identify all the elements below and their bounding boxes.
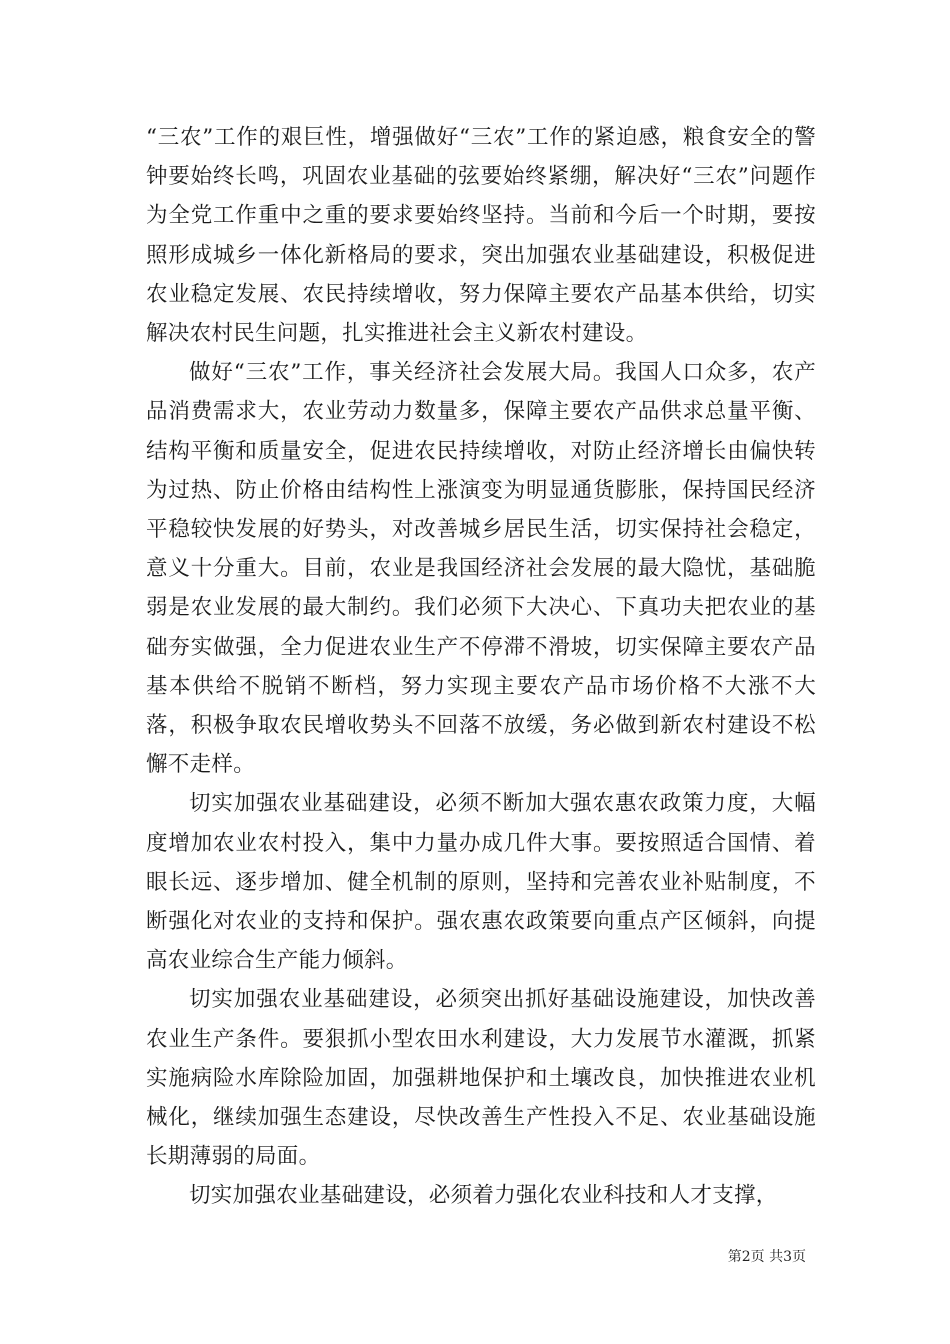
paragraph-2: 做好“三农”工作，事关经济社会发展大局。我国人口众多，农产品消费需求大，农业劳动力数量多，保障主要农产品供求总量平衡、结构平衡和质量安全，促进农民持续增收，对防止经济增长由偏快转为过热、防止价格由结构性上涨演变为明显通货膨胀，保持国民经济平稳较快发展的好势头，对改善城乡居民生活，切实保持社会稳定，意义十分重大。目前，农业是我国经济社会发展的最大隐忧，基础脆弱是农业发展的最大制约。我们必须下大决心、下真功夫把农业的基础夯实做强，全力促进农业生产不停滞不滑坡，切实保障主要农产品基本供给不脱销不断档，努力实现主要农产品市场价格不大涨不大落，积极争取农民增收势头不回落不放缓，务必做到新农村建设不松懈不走样。 <box>146 360 816 778</box>
paragraph-1: “三农”工作的艰巨性，增强做好“三农”工作的紧迫感，粮食安全的警钟要始终长鸣，巩固农业基础的弦要始终紧绷，解决好“三农”问题作为全党工作重中之重的要求要始终坚持。当前和今后一个时期，要按照形成城乡一体化新格局的要求，突出加强农业基础建设，积极促进农业稳定发展、农民持续增收，努力保障主要农产品基本供给，切实解决农村民生问题，扎实推进社会主义新农村建设。 <box>146 125 816 347</box>
current-page-number: 2 <box>741 1249 751 1265</box>
paragraph-4: 切实加强农业基础建设，必须突出抓好基础设施建设，加快改善农业生产条件。要狠抓小型农田水利建设，大力发展节水灌溉，抓紧实施病险水库除险加固，加强耕地保护和土壤改良，加快推进农业机械化，继续加强生态建设，尽快改善生产性投入不足、农业基础设施长期薄弱的局面。 <box>146 987 816 1170</box>
page-label-suffix: 页 <box>792 1249 806 1265</box>
document-body <box>146 118 816 1216</box>
total-pages-number: 3 <box>783 1249 792 1265</box>
page-label-middle: 页 共 <box>750 1249 784 1265</box>
page-number-footer <box>728 1248 806 1266</box>
paragraph-3: 切实加强农业基础建设，必须不断加大强农惠农政策力度，大幅度增加农业农村投入，集中力量办成几件大事。要按照适合国情、着眼长远、逐步增加、健全机制的原则，坚持和完善农业补贴制度，不断强化对农业的支持和保护。强农惠农政策要向重点产区倾斜，向提高农业综合生产能力倾斜。 <box>146 791 816 974</box>
paragraph-5: 切实加强农业基础建设，必须着力强化农业科技和人才支撑， <box>189 1183 778 1209</box>
page-label-prefix: 第 <box>727 1249 742 1265</box>
